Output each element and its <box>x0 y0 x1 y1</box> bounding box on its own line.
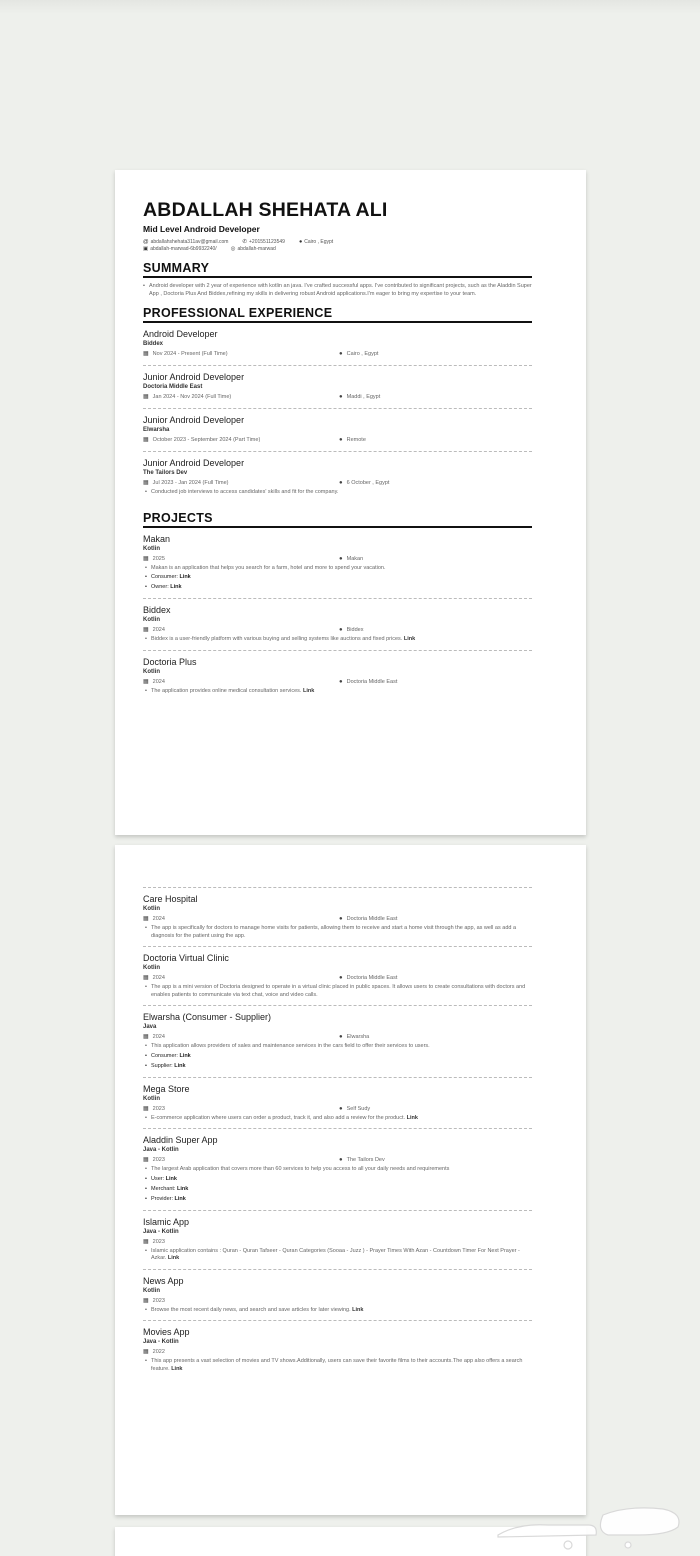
project-year: 2024 <box>152 678 165 685</box>
resume-page-2 <box>115 845 586 1515</box>
project-link[interactable]: Link <box>352 1306 364 1313</box>
job-location: Cairo , Egypt <box>346 351 379 357</box>
project-link-consumer[interactable]: • Consumer: Link <box>143 1051 532 1061</box>
calendar-icon: ▦ <box>143 1238 149 1245</box>
project-location: Doctoria Middle East <box>346 916 398 922</box>
project-desc: • The app is specifically for doctors to manage home visits for patients, allowing them to receive and start a home visit through the app, as well as add a diagnosis for the patient using the app. <box>143 925 532 940</box>
location-pin-icon: ● <box>339 678 343 685</box>
project-year: 2023 <box>152 1157 165 1163</box>
project-link-user[interactable]: • User: Link <box>143 1174 532 1184</box>
location-pin-icon: ● <box>339 975 343 981</box>
location-pin-icon: ● <box>339 1034 343 1040</box>
experience-entry <box>143 366 532 409</box>
project-title: Care Hospital <box>143 894 198 904</box>
project-entry <box>143 888 532 947</box>
job-date: Nov 2024 - Present (Full Time) <box>152 351 228 357</box>
project-location: Self Sudy <box>346 1105 371 1112</box>
calendar-icon: ▦ <box>143 1105 149 1112</box>
viewer-top-bar <box>0 0 700 14</box>
project-tech: Kotlin <box>143 1095 160 1102</box>
company-name: Doctoria Middle East <box>143 384 203 390</box>
haraj-watermark-logo <box>478 1495 698 1555</box>
project-tech: Kotlin <box>143 617 160 623</box>
calendar-icon: ▦ <box>143 1349 149 1355</box>
project-year: 2024 <box>152 1034 165 1040</box>
project-tech: Kotlin <box>143 545 160 552</box>
project-entry <box>143 1211 532 1270</box>
location-pin-icon: ● <box>339 555 343 562</box>
project-entry <box>143 1006 532 1078</box>
project-year: 2023 <box>152 1297 165 1304</box>
project-title: Movies App <box>143 1327 190 1337</box>
calendar-icon: ▦ <box>143 975 149 981</box>
contact-email[interactable]: @ abdallahshehata311av@gmail.com <box>143 239 229 245</box>
project-year: 2023 <box>152 1238 165 1245</box>
phone-icon: ✆ <box>242 239 248 245</box>
project-year: 2024 <box>152 975 165 981</box>
location-pin-icon: ● <box>298 239 303 245</box>
project-entry <box>143 651 532 702</box>
project-entry <box>143 1321 532 1379</box>
summary-text: • Android developer with 2 year of experience with kotlin an java. I've crafted successful apps. I've contributed to significant projects, such as the Aladdin Super App , Doctoria Plus And Biddex,refining my skills in delivering robust Android applications.I'm eager to bring my expertise to your team. <box>143 282 532 298</box>
project-link-consumer[interactable]: • Consumer: Link <box>143 572 532 582</box>
project-link-provider[interactable]: • Provider: Link <box>143 1194 532 1204</box>
location-pin-icon: ● <box>339 627 343 633</box>
project-desc: • This app presents a vast selection of movies and TV shows.Additionally, users can save their favorite films to their accounts.The app also offers a search feature. Link <box>143 1358 532 1373</box>
project-desc: • The largest Arab application that covers more than 60 services to help you access to all your daily needs and requirements <box>143 1166 532 1174</box>
project-tech: Java - Kotlin <box>143 1228 179 1235</box>
contact-linkedin[interactable]: ▣ abdallah-marwad-6b9932240/ <box>143 246 217 252</box>
company-name: The Tailors Dev <box>143 470 188 476</box>
summary-heading: SUMMARY <box>143 261 532 278</box>
calendar-icon: ▦ <box>143 351 149 357</box>
calendar-icon: ▦ <box>143 437 149 443</box>
contact-info <box>143 239 532 253</box>
project-location: Biddex <box>346 627 364 633</box>
project-tech: Java <box>143 1024 157 1030</box>
experience-entry <box>143 409 532 452</box>
calendar-icon: ▦ <box>143 678 149 685</box>
project-link-merchant[interactable]: • Merchant: Link <box>143 1184 532 1194</box>
project-desc: • The application provides online medical consultation services. Link <box>143 688 532 696</box>
github-icon: ◎ <box>230 246 236 252</box>
project-desc: • Biddex is a user-friendly platform with various buying and selling systems like auctions and fixed prices. Link <box>143 636 532 644</box>
project-title: Elwarsha (Consumer - Supplier) <box>143 1012 272 1022</box>
project-tech: Java - Kotlin <box>143 1147 179 1153</box>
job-title: Junior Android Developer <box>143 415 245 425</box>
candidate-name: ABDALLAH SHEHATA ALI <box>143 199 388 221</box>
job-date: Jul 2023 - Jan 2024 (Full Time) <box>152 480 229 486</box>
project-year: 2024 <box>152 627 165 633</box>
project-link[interactable]: Link <box>406 1114 418 1121</box>
project-link[interactable]: Link <box>302 687 315 694</box>
job-date: Jan 2024 - Nov 2024 (Full Time) <box>152 394 232 400</box>
resume-page-1 <box>115 170 586 835</box>
calendar-icon: ▦ <box>143 1034 149 1040</box>
calendar-icon: ▦ <box>143 1157 149 1163</box>
project-title: Islamic App <box>143 1216 190 1227</box>
project-title: Biddex <box>143 605 171 615</box>
project-entry <box>143 599 532 651</box>
company-name: Biddex <box>143 341 164 347</box>
location-pin-icon: ● <box>339 437 343 443</box>
calendar-icon: ▦ <box>143 480 149 486</box>
page-2-content <box>143 887 532 1379</box>
calendar-icon: ▦ <box>143 627 149 633</box>
project-location: Doctoria Middle East <box>346 678 398 685</box>
experience-list <box>143 323 532 503</box>
project-tech: Java - Kotlin <box>143 1339 179 1345</box>
project-link-owner[interactable]: • Owner: Link <box>143 582 532 592</box>
project-location: Elwarsha <box>346 1034 370 1040</box>
job-title: Junior Android Developer <box>143 458 245 468</box>
project-link[interactable]: Link <box>167 1255 180 1261</box>
project-title: Doctoria Plus <box>143 656 197 667</box>
project-entry <box>143 947 532 1006</box>
page-1-content <box>143 200 532 701</box>
job-title: Junior Android Developer <box>143 372 245 382</box>
location-pin-icon: ● <box>339 1157 343 1163</box>
calendar-icon: ▦ <box>143 555 149 562</box>
company-name: Elwarsha <box>143 427 170 433</box>
experience-entry <box>143 323 532 366</box>
project-location: The Tailors Dev <box>346 1157 385 1163</box>
at-icon: @ <box>143 239 149 245</box>
job-location: Maddi , Egypt <box>346 394 381 400</box>
job-location: Remote <box>346 437 366 443</box>
location-pin-icon: ● <box>339 916 343 922</box>
contact-location: ● Cairo , Egypt <box>298 239 334 245</box>
project-entry <box>143 1129 532 1211</box>
project-entry <box>143 1078 532 1130</box>
project-year: 2023 <box>152 1105 165 1112</box>
contact-phone[interactable]: ✆ +201551123549 <box>242 239 285 245</box>
project-desc: • Makan is an application that helps you search for a farm, hotel and more to spend your vacation. <box>143 565 532 573</box>
project-tech: Kotlin <box>143 1287 160 1294</box>
location-pin-icon: ● <box>339 1105 343 1112</box>
projects-list-page-1 <box>143 528 532 702</box>
project-link[interactable]: Link <box>171 1365 183 1372</box>
project-tech: Kotlin <box>143 668 160 675</box>
experience-heading: PROFESSIONAL EXPERIENCE <box>143 306 532 323</box>
project-location: Makan <box>346 555 364 562</box>
project-year: 2022 <box>152 1349 165 1355</box>
experience-entry <box>143 452 532 503</box>
job-location: 6 October , Egypt <box>346 480 390 486</box>
calendar-icon: ▦ <box>143 394 149 400</box>
job-bullet: • Conducted job interviews to access candidates' skills and fit for the company. <box>143 489 532 497</box>
calendar-icon: ▦ <box>143 1297 149 1304</box>
project-year: 2024 <box>152 916 165 922</box>
project-desc: • Islamic application contains : Quran - Quran Tafseer - Quran Categories (Sooaa - Juzz ) - Prayer Times With Azan - Countdown Timer For Next Prayer -Azkar. Link <box>143 1248 532 1263</box>
project-title: Mega Store <box>143 1083 190 1094</box>
project-title: Makan <box>143 533 171 544</box>
project-desc: • The app is a mini version of Doctoria designed to operate in a virtual clinic placed in public spaces. It allows users to create consultations with doctors and enables patients to communicate via text chat, voice and video calls. <box>143 984 532 999</box>
project-desc: • Browse the most recent daily news, and search and save articles for later viewing. Link <box>143 1307 532 1315</box>
projects-heading: PROJECTS <box>143 511 532 528</box>
project-desc: • This application allows providers of sales and maintenance services in the cars field to offer their services to users. <box>143 1043 532 1051</box>
linkedin-icon: ▣ <box>143 246 149 252</box>
project-tech: Kotlin <box>143 906 160 912</box>
project-title: Aladdin Super App <box>143 1135 218 1145</box>
project-entry <box>143 1270 532 1322</box>
calendar-icon: ▦ <box>143 916 149 922</box>
job-title: Android Developer <box>143 329 218 339</box>
project-location: Doctoria Middle East <box>346 975 398 981</box>
project-tech: Kotlin <box>143 965 160 971</box>
location-pin-icon: ● <box>339 394 343 400</box>
location-pin-icon: ● <box>339 480 343 486</box>
candidate-role: Mid Level Android Developer <box>143 224 260 234</box>
contact-github[interactable]: ◎ abdallah-marwad <box>230 246 276 252</box>
project-title: Doctoria Virtual Clinic <box>143 953 229 963</box>
job-date: October 2023 - September 2024 (Part Time) <box>152 437 261 443</box>
project-link-supplier[interactable]: • Supplier: Link <box>143 1061 532 1071</box>
project-desc: • E-commerce application where users can order a product, track it, and also add a review for the product. Link <box>143 1115 532 1123</box>
project-link[interactable]: Link <box>403 636 416 642</box>
project-year: 2025 <box>152 555 165 562</box>
project-entry <box>143 528 532 600</box>
project-title: News App <box>143 1275 184 1286</box>
location-pin-icon: ● <box>339 351 343 357</box>
